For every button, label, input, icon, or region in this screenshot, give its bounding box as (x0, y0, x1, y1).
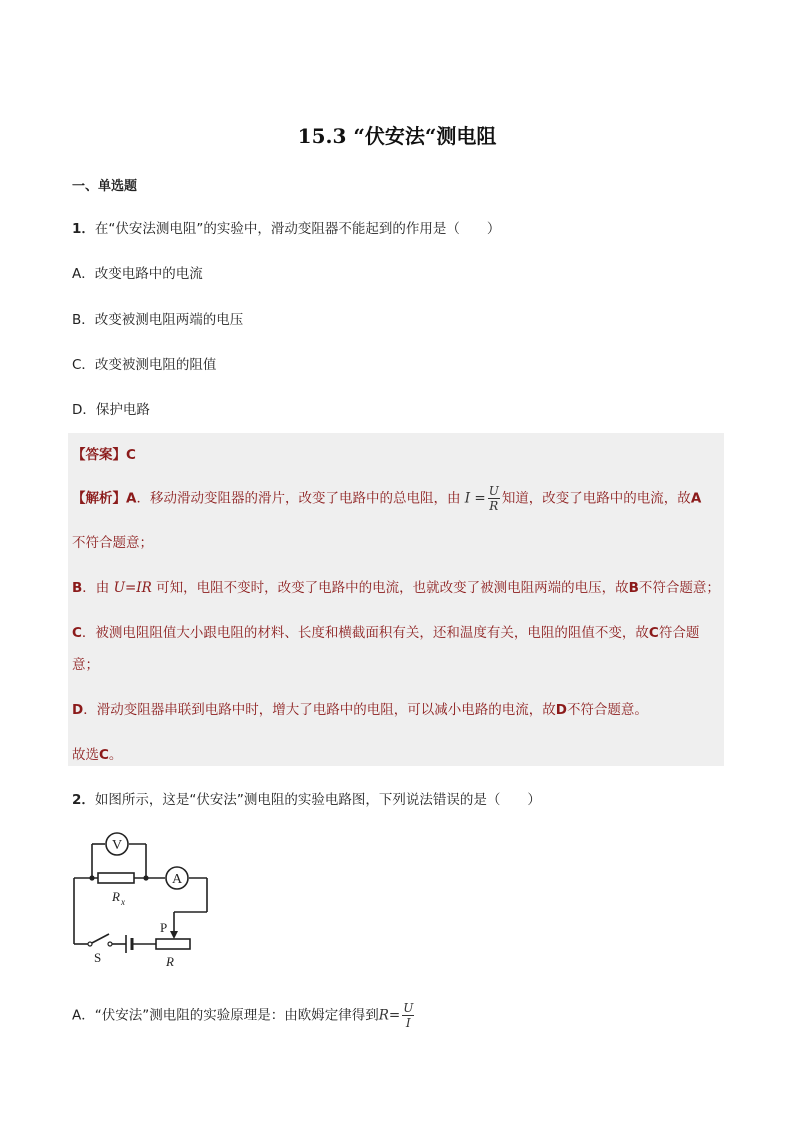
analysis-a-letter-end: A (690, 490, 702, 507)
section-heading: 一、单选题 (72, 179, 138, 194)
q1-option-b: B．改变被测电阻两端的电压 (72, 312, 244, 328)
question-1-text: 在“伏安法测电阻”的实验中，滑动变阻器不能起到的作用是（ ） (94, 221, 501, 237)
analysis-c-line1 (72, 621, 699, 641)
q2-option-a-formula-lhs: R= (378, 1007, 401, 1024)
q2-option-a-numerator: U (403, 1001, 414, 1015)
question-2 (72, 788, 541, 808)
analysis-b-line (72, 576, 720, 596)
analysis-b-text2: 可知，电阻不变时，改变了电路中的电流，也就改变了被测电阻两端的电压，故 (151, 580, 629, 596)
question-2-text: 如图所示，这是“伏安法”测电阻的实验电路图，下列说法错误的是（ ） (94, 792, 541, 808)
analysis-d-text1: ．滑动变阻器串联到电路中时，增大了电路中的电阻，可以减小电路的电流，故 (83, 702, 556, 718)
junction-right (143, 875, 148, 880)
voltmeter-label: V (111, 838, 123, 853)
analysis-b-formula: U=IR (113, 580, 152, 596)
analysis-a-letter: A (126, 490, 137, 507)
switch-terminal-right (108, 942, 112, 946)
question-1 (72, 217, 500, 237)
analysis-c-text1: ．被测电阻阻值大小跟电阻的材料、长度和横截面积有关，还和温度有关，电阻的阻值不变，故 (81, 625, 649, 641)
analysis-a-text2: 知道，改变了电路中的电流，故 (501, 490, 691, 507)
analysis-b-text3: 不符合题意； (638, 580, 720, 596)
resistor-rx (98, 873, 134, 883)
analysis-d-letter-end: D (555, 702, 567, 718)
question-1-number: 1． (72, 221, 95, 237)
circuit-diagram (64, 826, 224, 976)
answer-value: C (126, 447, 136, 463)
rheostat-label: R (166, 954, 174, 969)
analysis-b-letter: B (72, 580, 83, 596)
analysis-d-line (72, 698, 648, 718)
answer-line (72, 443, 136, 463)
formula-fraction (488, 484, 500, 513)
conclusion-letter: C (99, 747, 109, 763)
formula-lhs: I = (464, 490, 486, 507)
formula-denominator: R (489, 499, 499, 513)
analysis-a-line2: 不符合题意； (72, 535, 153, 551)
rheostat (156, 939, 190, 949)
question-2-number: 2． (72, 792, 95, 808)
conclusion-end: 。 (108, 747, 123, 763)
analysis-tag: 【解析】 (72, 490, 126, 507)
analysis-c-text2: 符合题 (658, 625, 700, 641)
answer-tag: 【答案】 (72, 447, 126, 463)
analysis-c-letter-end: C (648, 625, 659, 641)
analysis-b-text1: ．由 (82, 580, 114, 596)
slider-label: P (160, 920, 168, 935)
analysis-d-letter: D (72, 702, 84, 718)
q2-option-a (72, 1001, 416, 1030)
rx-label: R (112, 889, 120, 904)
analysis-d-text2: 不符合题意。 (566, 702, 648, 718)
analysis-c-letter: C (72, 625, 82, 641)
q1-option-d: D．保护电路 (72, 402, 150, 418)
analysis-a-line1 (72, 484, 701, 513)
analysis-a-text1: ．移动滑动变阻器的滑片，改变了电路中的总电阻，由 (136, 490, 461, 507)
q1-option-c: C．改变被测电阻的阻值 (72, 357, 217, 373)
formula-numerator: U (488, 484, 499, 498)
analysis-c-line2: 意； (72, 657, 99, 673)
switch-terminal-left (88, 942, 92, 946)
junction-left (89, 875, 94, 880)
q2-option-a-fraction (402, 1001, 414, 1030)
page-title: 15.3 “伏安法“测电阻 (297, 124, 497, 148)
analysis-conclusion (72, 743, 122, 763)
switch-lever (90, 934, 109, 944)
rx-subscript: x (121, 897, 125, 907)
switch-label: S (94, 950, 102, 965)
q2-option-a-denominator: I (405, 1016, 411, 1030)
ammeter-label: A (171, 872, 183, 887)
q2-option-a-text: A．“伏安法”测电阻的实验原理是：由欧姆定律得到 (72, 1007, 379, 1024)
conclusion-text: 故选 (72, 747, 99, 763)
analysis-b-letter-end: B (628, 580, 639, 596)
q1-option-a: A．改变电路中的电流 (72, 266, 203, 282)
slider-arrow (170, 931, 178, 939)
